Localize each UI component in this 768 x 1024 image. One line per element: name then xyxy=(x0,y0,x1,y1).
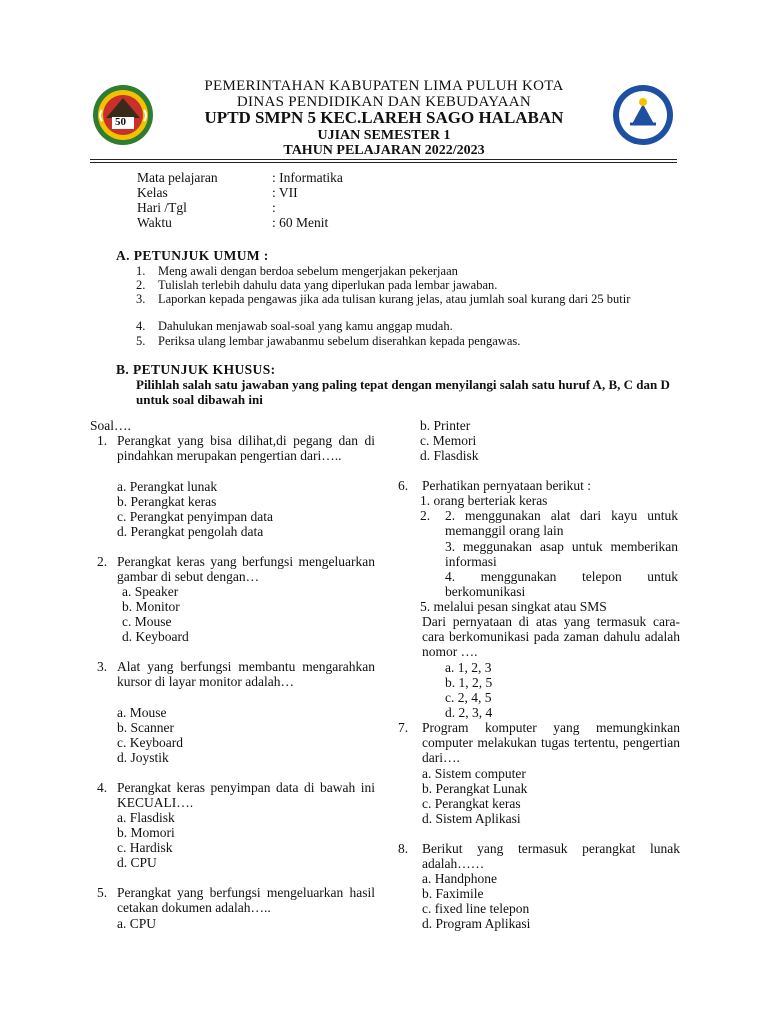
answer-option[interactable]: b. 1, 2, 5 xyxy=(445,675,493,690)
answer-option[interactable]: c. Memori xyxy=(420,433,477,448)
class-label: Kelas xyxy=(137,185,168,200)
answer-option[interactable]: c. 2, 4, 5 xyxy=(445,690,492,705)
answer-option[interactable]: c. Mouse xyxy=(122,614,172,629)
answer-option[interactable]: a. 1, 2, 3 xyxy=(445,660,492,675)
instruction-text: Laporkan kepada pengawas jika ada tulisan kurang jelas, atau jumlah soal kurang dari 25 butir xyxy=(158,292,631,306)
question-number: 5. xyxy=(97,885,108,900)
section-b-title: B. PETUNJUK KHUSUS: xyxy=(116,362,276,377)
answer-option[interactable]: d. Flasdisk xyxy=(420,448,479,463)
answer-option[interactable]: b. Perangkat Lunak xyxy=(422,781,528,796)
answer-option[interactable]: c. Hardisk xyxy=(117,840,173,855)
question-number: 8. xyxy=(398,841,409,856)
answer-option[interactable]: a. Perangkat lunak xyxy=(117,479,218,494)
answer-option[interactable]: d. Program Aplikasi xyxy=(422,916,531,931)
answer-option[interactable]: d. 2, 3, 4 xyxy=(445,705,493,720)
subject-label: Mata pelajaran xyxy=(137,170,218,185)
header-divider-thin xyxy=(90,162,677,163)
answer-option[interactable]: a. CPU xyxy=(117,916,157,931)
statement-item: 5. melalui pesan singkat atau SMS xyxy=(420,599,607,614)
answer-option[interactable]: a. Handphone xyxy=(422,871,497,886)
answer-option[interactable]: d. Joystik xyxy=(117,750,169,765)
school-name: UPTD SMPN 5 KEC.LAREH SAGO HALABAN xyxy=(204,108,564,127)
instruction-number: 1. xyxy=(136,264,146,278)
soal-label: Soal…. xyxy=(90,418,131,433)
general-instructions xyxy=(136,264,681,354)
instruction-number: 3. xyxy=(136,292,146,306)
answer-option[interactable]: c. Perangkat penyimpan data xyxy=(117,509,273,524)
answer-option[interactable]: d. CPU xyxy=(117,855,157,870)
specific-instruction: Pilihlah salah satu jawaban yang paling tepat dengan menyilangi salah satu huruf A, B, C dan D untuk soal dibawah ini xyxy=(136,377,670,407)
question-text: Program komputer yang memungkinkan computer melakukan tugas tertentu, pengertian dari…. xyxy=(422,720,680,765)
answer-option[interactable]: d. Perangkat pengolah data xyxy=(117,524,264,539)
answer-option[interactable]: a. Flasdisk xyxy=(117,810,175,825)
government-title: PEMERINTAHAN KABUPATEN LIMA PULUH KOTA xyxy=(204,78,564,94)
instruction-text: Tulislah terlebih dahulu data yang diperlukan pada lembar jawaban. xyxy=(158,278,498,292)
question-text: Perhatikan pernyataan berikut : xyxy=(422,478,592,493)
time-label: Waktu xyxy=(137,215,172,230)
question-number: 3. xyxy=(97,659,108,674)
answer-option[interactable]: d. Sistem Aplikasi xyxy=(422,811,521,826)
logo-number: 50 xyxy=(115,116,126,128)
statement-item: 1. orang berteriak keras xyxy=(420,493,548,508)
time-value: : 60 Menit xyxy=(272,215,329,230)
academic-year: TAHUN PELAJARAN 2022/2023 xyxy=(283,143,485,158)
question-text: Perangkat yang bisa dilihat,di pegang dan di pindahkan merupakan pengertian dari….. xyxy=(117,433,375,463)
question-text: Alat yang berfungsi membantu mengarahkan kursor di layar monitor adalah… xyxy=(117,659,375,689)
instruction-number: 5. xyxy=(136,334,146,348)
answer-option[interactable]: b. Printer xyxy=(420,418,471,433)
question-text-continued: Dari pernyataan di atas yang termasuk cara-cara berkomunikasi pada zaman dahulu adalah nomor …. xyxy=(422,614,680,659)
answer-option[interactable]: b. Scanner xyxy=(117,720,174,735)
class-value: : VII xyxy=(272,185,298,200)
question-number: 2. xyxy=(97,554,108,569)
answer-option[interactable]: c. fixed line telepon xyxy=(422,901,530,916)
instruction-text: Meng awali dengan berdoa sebelum mengerjakan pekerjaan xyxy=(158,264,458,278)
answer-option[interactable]: c. Perangkat keras xyxy=(422,796,521,811)
question-text: Berikut yang termasuk perangkat lunak adalah…… xyxy=(422,841,680,871)
answer-option[interactable]: a. Mouse xyxy=(117,705,167,720)
question-number: 7. xyxy=(398,720,409,735)
answer-option[interactable]: a. Speaker xyxy=(122,584,179,599)
question-number: 4. xyxy=(97,780,108,795)
subject-value: : Informatika xyxy=(272,170,343,185)
question-number: 6. xyxy=(398,478,409,493)
statement-text: 2. menggunakan alat dari kayu untuk memanggil orang lain xyxy=(445,508,678,538)
answer-option[interactable]: b. Momori xyxy=(117,825,175,840)
exam-title: UJIAN SEMESTER 1 xyxy=(317,128,451,143)
instruction-number: 2. xyxy=(136,278,146,292)
statement-text: 4. menggunakan telepon untuk berkomunikasi xyxy=(445,569,678,599)
answer-option[interactable]: b. Faximile xyxy=(422,886,484,901)
instruction-text: Periksa ulang lembar jawabanmu sebelum diserahkan kepada pengawas. xyxy=(158,334,521,348)
date-value: : xyxy=(272,200,276,215)
statement-text: 3. meggunakan asap untuk memberikan informasi xyxy=(445,539,678,569)
date-label: Hari /Tgl xyxy=(137,200,187,215)
question-text: Perangkat keras yang berfungsi mengeluarkan gambar di sebut dengan… xyxy=(117,554,375,584)
instruction-text: Dahulukan menjawab soal-soal yang kamu anggap mudah. xyxy=(158,319,453,333)
answer-option[interactable]: c. Keyboard xyxy=(117,735,183,750)
answer-option[interactable]: b. Perangkat keras xyxy=(117,494,217,509)
instruction-number: 4. xyxy=(136,319,146,333)
question-text: Perangkat keras penyimpan data di bawah ini KECUALI…. xyxy=(117,780,375,810)
header-divider xyxy=(90,159,677,160)
department-title: DINAS PENDIDIKAN DAN KEBUDAYAAN xyxy=(236,94,532,110)
section-a-title: A. PETUNJUK UMUM : xyxy=(116,248,269,263)
question-text: Perangkat yang berfungsi mengeluarkan hasil cetakan dokumen adalah….. xyxy=(117,885,375,915)
answer-option[interactable]: a. Sistem computer xyxy=(422,766,526,781)
exam-info xyxy=(137,170,537,234)
answer-option[interactable]: b. Monitor xyxy=(122,599,180,614)
question-number: 1. xyxy=(97,433,108,448)
answer-option[interactable]: d. Keyboard xyxy=(122,629,189,644)
